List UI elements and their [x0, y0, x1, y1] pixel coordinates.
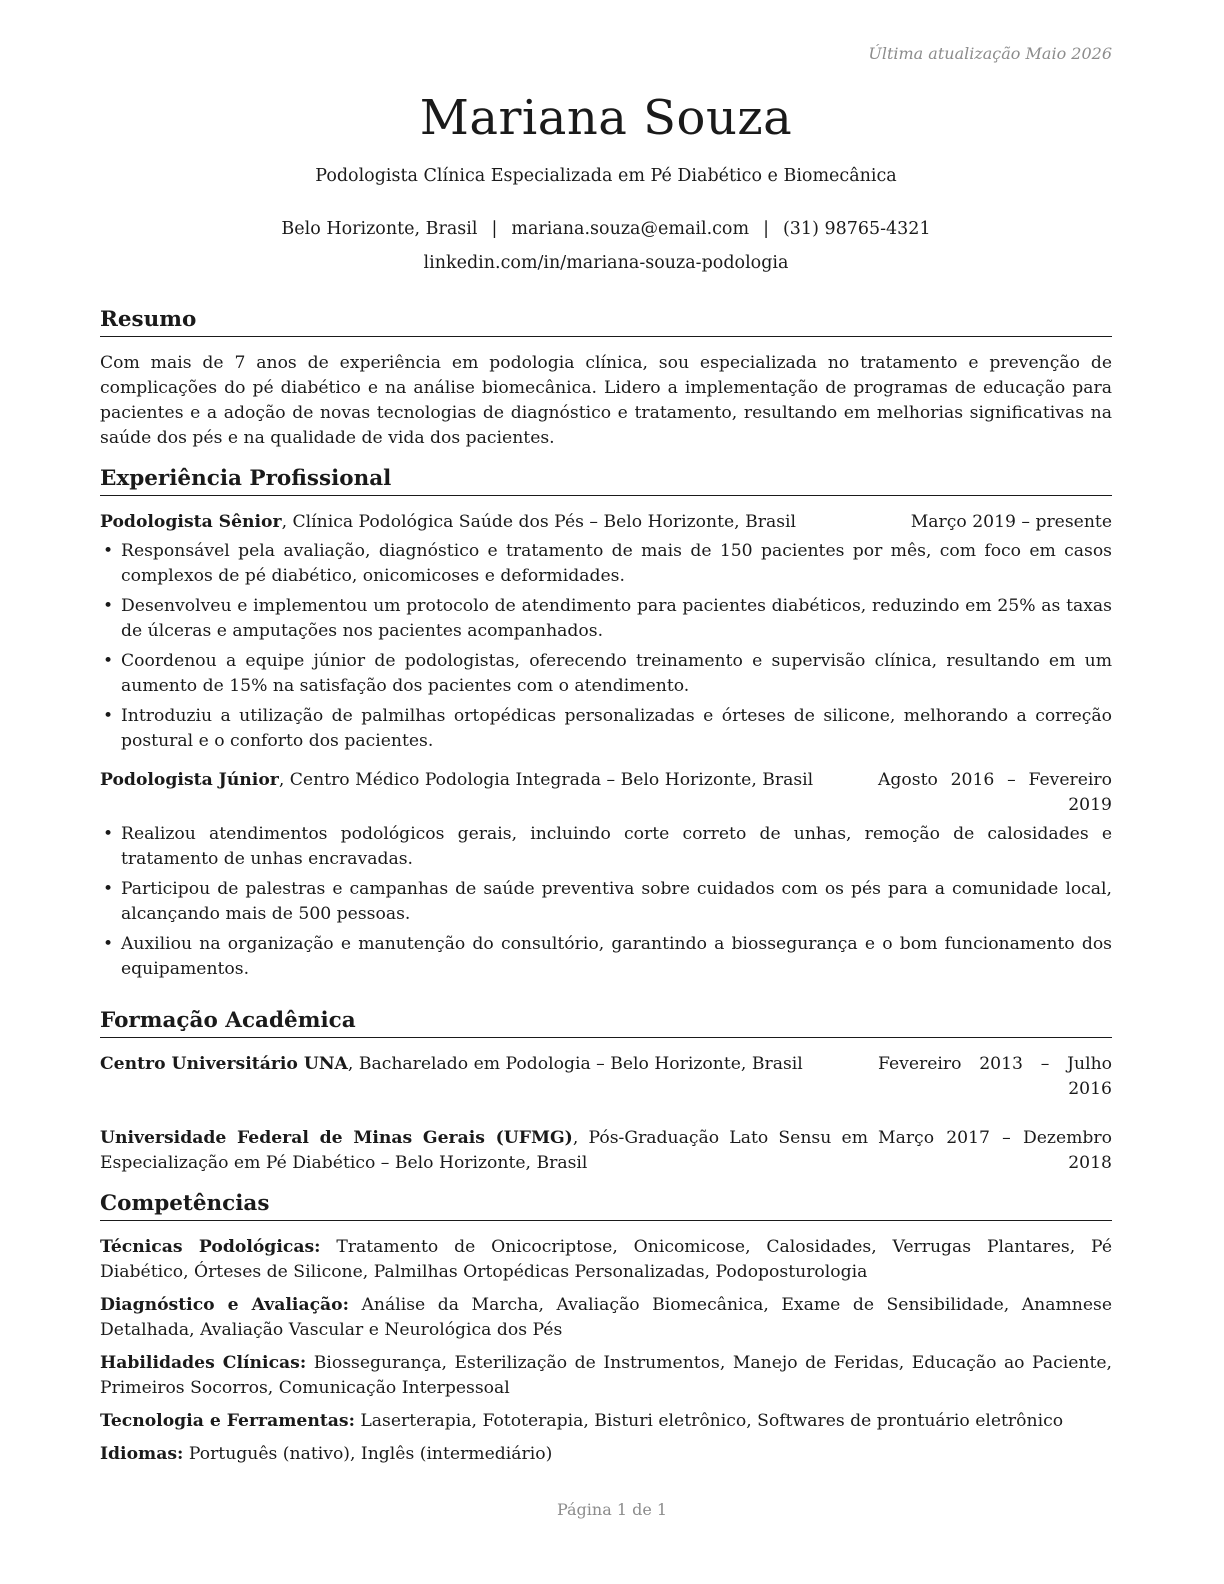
- degree-detail: , Bacharelado em Podologia – Belo Horizonte, Brasil: [347, 1054, 803, 1074]
- bullet-item: • Participou de palestras e campanhas de saúde preventiva sobre cuidados com os pés para a comunidade local, alcançando mais de 500 pessoas.: [100, 877, 1112, 927]
- linkedin-link[interactable]: linkedin.com/in/mariana-souza-podologia: [423, 253, 789, 273]
- bullet-item: • Coordenou a equipe júnior de podologistas, oferecendo treinamento e supervisão clínica, resultando em um aumento de 15% na satisfação dos pacientes com o atendimento.: [100, 649, 1112, 699]
- section-title: Experiência Profissional: [100, 465, 1112, 496]
- entry-title: [100, 768, 878, 793]
- degree-detail: , Pós-Graduação Lato Sensu em Especialização em Pé Diabético – Belo Horizonte, Brasil: [100, 1128, 868, 1173]
- skill-group: [100, 1235, 1112, 1285]
- last-updated-note: Última atualização Maio 2026: [868, 44, 1112, 63]
- education-dates: Março 2017 – Dezembro 2018: [878, 1128, 1112, 1173]
- skill-label: Técnicas Podológicas:: [100, 1237, 321, 1257]
- experience-entry: [100, 510, 1112, 754]
- skill-label: Diagnóstico e Avaliação:: [100, 1295, 349, 1315]
- job-role: Podologista Júnior: [100, 770, 279, 790]
- skill-value: Análise da Marcha, Avaliação Biomecânica, Exame de Sensibilidade, Anamnese Detalhada, Avaliação Vascular e Neurológica dos Pés: [100, 1295, 1112, 1340]
- entry-header: [100, 510, 1112, 535]
- contact-separator: |: [491, 219, 498, 239]
- job-bullets: [100, 539, 1112, 754]
- job-dates: Março 2019 – presente: [910, 512, 1112, 532]
- candidate-name: Mariana Souza: [419, 90, 793, 146]
- job-dates: Agosto 2016 – Fevereiro 2019: [878, 770, 1112, 815]
- entry-header: [100, 768, 1112, 818]
- job-bullets: [100, 822, 1112, 982]
- contact-email-link[interactable]: mariana.souza@email.com: [511, 219, 750, 239]
- skill-group: [100, 1409, 1112, 1434]
- job-organization: , Clínica Podológica Saúde dos Pés – Belo Horizonte, Brasil: [281, 512, 797, 532]
- experience-section: [100, 465, 1112, 987]
- skill-label: Habilidades Clínicas:: [100, 1353, 307, 1373]
- skill-value: Biossegurança, Esterilização de Instrumentos, Manejo de Feridas, Educação ao Paciente, Primeiros Socorros, Comunicação Interpessoal: [100, 1353, 1112, 1398]
- entry-title: [100, 1126, 878, 1176]
- skill-value: Laserterapia, Fototerapia, Bisturi eletrônico, Softwares de prontuário eletrônico: [354, 1411, 1064, 1431]
- skill-label: Idiomas:: [100, 1444, 184, 1464]
- contact-location: Belo Horizonte, Brasil: [281, 219, 478, 239]
- skill-value: Português (nativo), Inglês (intermediário): [183, 1444, 553, 1464]
- skill-label: Tecnologia e Ferramentas:: [100, 1411, 355, 1431]
- section-title: Resumo: [100, 306, 1112, 337]
- school-name: Centro Universitário UNA: [100, 1054, 348, 1074]
- skill-group: [100, 1293, 1112, 1343]
- section-title: Competências: [100, 1190, 1112, 1221]
- summary-text: Com mais de 7 anos de experiência em podologia clínica, sou especializada no tratamento e prevenção de complicações do pé diabético e na análise biomecânica. Lidero a implementação de programas de educação para pacientes e a adoção de novas tecnologias de diagnóstico e tratamento, resultando em melhorias significativas na saúde dos pés e na qualidade de vida dos pacientes.: [100, 353, 1112, 448]
- entry-title: [100, 1052, 878, 1077]
- bullet-item: • Responsável pela avaliação, diagnóstico e tratamento de mais de 150 pacientes por mês, com foco em casos complexos de pé diabético, onicomicoses e deformidades.: [100, 539, 1112, 589]
- education-entry: [100, 1126, 1112, 1176]
- education-section: [100, 1007, 1112, 1176]
- job-role: Podologista Sênior: [100, 512, 282, 532]
- bullet-item: • Introduziu a utilização de palmilhas ortopédicas personalizadas e órteses de silicone, melhorando a correção postural e o conforto dos pacientes.: [100, 704, 1112, 754]
- school-name: Universidade Federal de Minas Gerais (UFMG): [100, 1128, 573, 1148]
- experience-entry: [100, 768, 1112, 982]
- job-organization: , Centro Médico Podologia Integrada – Belo Horizonte, Brasil: [278, 770, 814, 790]
- entry-title: [100, 510, 911, 535]
- bullet-item: • Desenvolveu e implementou um protocolo de atendimento para pacientes diabéticos, reduzindo em 25% as taxas de úlceras e amputações nos pacientes acompanhados.: [100, 594, 1112, 644]
- education-entry: [100, 1052, 1112, 1102]
- section-title: Formação Acadêmica: [100, 1007, 1112, 1038]
- bullet-item: • Auxiliou na organização e manutenção do consultório, garantindo a biossegurança e o bom funcionamento dos equipamentos.: [100, 932, 1112, 982]
- contact-separator: |: [763, 219, 769, 239]
- summary-section: [100, 306, 1112, 451]
- skill-group: [100, 1442, 1112, 1467]
- education-dates: Fevereiro 2013 – Julho 2016: [878, 1054, 1112, 1099]
- candidate-headline: Podologista Clínica Especializada em Pé Diabético e Biomecânica: [315, 166, 897, 186]
- skills-section: [100, 1190, 1112, 1475]
- page-number-footer: Página 1 de 1: [556, 1500, 668, 1519]
- contact-line: [100, 219, 1112, 239]
- skill-group: [100, 1351, 1112, 1401]
- contact-phone: (31) 98765-4321: [782, 219, 931, 239]
- skill-value: Tratamento de Onicocriptose, Onicomicose, Calosidades, Verrugas Plantares, Pé Diabético, Órteses de Silicone, Palmilhas Ortopédicas Personalizadas, Podoposturologia: [100, 1237, 1112, 1282]
- bullet-item: • Realizou atendimentos podológicos gerais, incluindo corte correto de unhas, remoção de calosidades e tratamento de unhas encravadas.: [100, 822, 1112, 872]
